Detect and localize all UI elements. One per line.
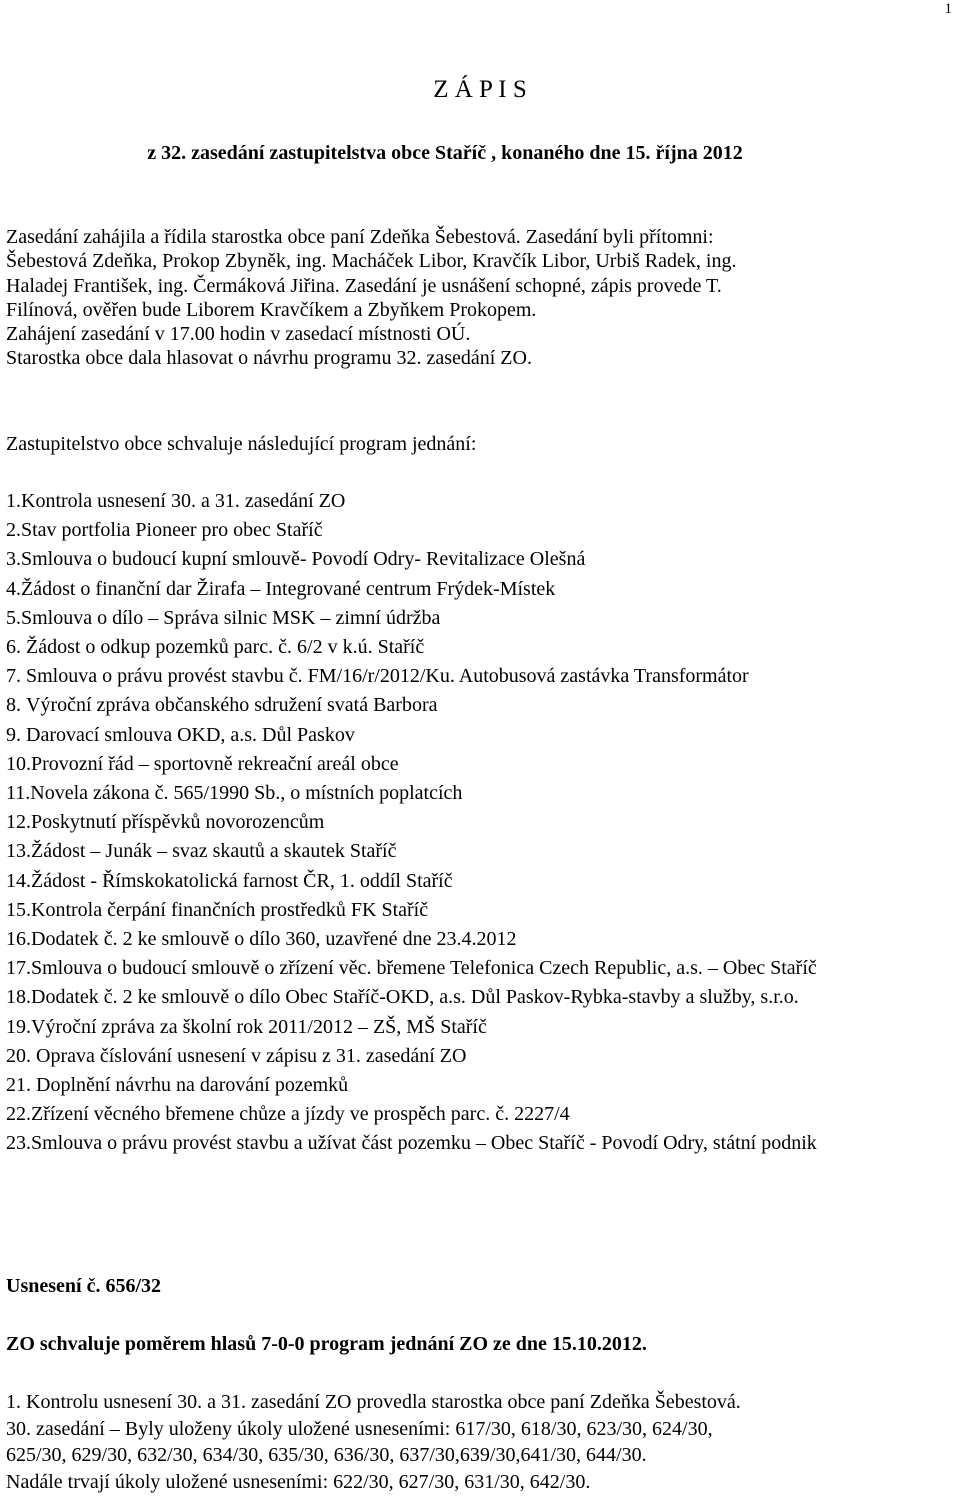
agenda-item-text: Výroční zpráva občanského sdružení svatá Barbora	[26, 694, 438, 717]
agenda-item-number: 15.	[6, 898, 31, 921]
agenda-item-number: 23.	[6, 1132, 31, 1155]
agenda-item-text: Žádost o finanční dar Žirafa – Integrované centrum Frýdek-Místek	[21, 577, 556, 600]
intro-line: Haladej František, ing. Čermáková Jiřina. Zasedání je usnášení schopné, zápis provede T.	[6, 274, 722, 297]
resolution-statement: ZO schvaluje poměrem hlasů 7-0-0 program jednání ZO ze dne 15.10.2012.	[6, 1333, 647, 1355]
agenda-item	[6, 896, 956, 925]
agenda-item	[6, 750, 956, 779]
agenda-item-number: 2.	[6, 519, 21, 542]
agenda-item-text: Výroční zpráva za školní rok 2011/2012 – ZŠ, MŠ Staříč	[31, 1015, 487, 1038]
intro-line: Starostka obce dala hlasovat o návrhu programu 32. zasedání ZO.	[6, 347, 532, 370]
agenda-item-number: 9.	[6, 723, 26, 746]
agenda-item	[6, 487, 956, 516]
intro-line: Filínová, ověřen bude Liborem Kravčíkem a Zbyňkem Prokopem.	[6, 298, 537, 321]
agenda-item-number: 17.	[6, 957, 31, 980]
agenda-item-text: Smlouva o budoucí smlouvě o zřízení věc. břemene Telefonica Czech Republic, a.s. – Obec Staříč	[31, 957, 817, 980]
closing-line: Nadále trvají úkoly uložené usneseními: 622/30, 627/30, 631/30, 642/30.	[6, 1470, 591, 1493]
approve-line: Zastupitelstvo obce schvaluje následující program jednání:	[6, 433, 477, 455]
agenda-item	[6, 604, 956, 633]
agenda-item-text: Stav portfolia Pioneer pro obec Staříč	[21, 519, 323, 542]
resolution-number: Usnesení č. 656/32	[6, 1275, 161, 1297]
agenda-item	[6, 808, 956, 837]
agenda-list	[6, 487, 956, 1159]
agenda-item-number: 11.	[6, 782, 31, 805]
agenda-item-number: 13.	[6, 840, 31, 863]
intro-paragraph	[6, 225, 956, 371]
agenda-item-text: Novela zákona č. 565/1990 Sb., o místních poplatcích	[30, 782, 463, 805]
intro-line: Šebestová Zdeňka, Prokop Zbyněk, ing. Macháček Libor, Kravčík Libor, Urbiš Radek, ing.	[6, 250, 737, 273]
agenda-item-number: 1.	[6, 490, 21, 512]
agenda-item-number: 19.	[6, 1015, 31, 1038]
agenda-item-number: 12.	[6, 811, 31, 834]
agenda-item-text: Žádost o odkup pozemků parc. č. 6/2 v k.ú. Staříč	[26, 636, 425, 659]
document-title: Z Á P I S	[433, 76, 527, 103]
agenda-item-text: Darovací smlouva OKD, a.s. Důl Paskov	[26, 723, 355, 746]
intro-line: Zasedání zahájila a řídila starostka obce paní Zdeňka Šebestová. Zasedání byli přítomni:	[6, 226, 714, 248]
agenda-item-number: 21.	[6, 1074, 36, 1097]
agenda-item	[6, 633, 956, 662]
agenda-item-text: Žádost – Junák – svaz skautů a skautek Staříč	[31, 840, 397, 863]
agenda-item-text: Oprava číslování usnesení v zápisu z 31. zasedání ZO	[36, 1044, 467, 1067]
agenda-item	[6, 1129, 956, 1158]
agenda-item-number: 16.	[6, 928, 31, 951]
agenda-item	[6, 867, 956, 896]
agenda-item	[6, 925, 956, 954]
document-subtitle: z 32. zasedání zastupitelstva obce Staříč , konaného dne 15. října 2012	[147, 142, 743, 164]
agenda-item	[6, 954, 956, 983]
agenda-item	[6, 983, 956, 1012]
closing-line: 625/30, 629/30, 632/30, 634/30, 635/30, 636/30, 637/30,639/30,641/30, 644/30.	[6, 1444, 647, 1466]
agenda-item	[6, 1100, 956, 1129]
agenda-item-text: Smlouva o budoucí kupní smlouvě- Povodí Odry- Revitalizace Olešná	[21, 548, 586, 571]
agenda-item-text: Kontrola usnesení 30. a 31. zasedání ZO	[21, 490, 346, 512]
agenda-item-text: Smlouva o právu provést stavbu a užívat část pozemku – Obec Staříč - Povodí Odry, státní podnik	[31, 1132, 817, 1155]
agenda-item	[6, 1071, 956, 1100]
agenda-item-number: 7.	[6, 665, 26, 688]
agenda-item-number: 20.	[6, 1044, 36, 1067]
agenda-item-text: Smlouva o dílo – Správa silnic MSK – zimní údržba	[21, 606, 441, 629]
agenda-item	[6, 1042, 956, 1071]
agenda-item-text: Smlouva o právu provést stavbu č. FM/16/r/2012/Ku. Autobusová zastávka Transformátor	[26, 665, 749, 688]
agenda-item-text: Poskytnutí příspěvků novorozencům	[31, 811, 325, 834]
agenda-item	[6, 1013, 956, 1042]
agenda-item-text: Dodatek č. 2 ke smlouvě o dílo 360, uzavřené dne 23.4.2012	[31, 928, 517, 951]
agenda-item-text: Žádost - Římskokatolická farnost ČR, 1. oddíl Staříč	[31, 869, 453, 892]
agenda-item	[6, 516, 956, 545]
agenda-item	[6, 545, 956, 574]
closing-paragraph	[6, 1389, 956, 1495]
intro-line: Zahájení zasedání v 17.00 hodin v zasedací místnosti OÚ.	[6, 323, 471, 346]
agenda-item-number: 10.	[6, 752, 31, 775]
page-number: 1	[944, 1, 952, 17]
agenda-item	[6, 837, 956, 866]
agenda-item	[6, 721, 956, 750]
closing-line: 1. Kontrolu usnesení 30. a 31. zasedání ZO provedla starostka obce paní Zdeňka Šebestová.	[6, 1391, 741, 1413]
closing-line: 30. zasedání – Byly uloženy úkoly uložené usneseními: 617/30, 618/30, 623/30, 624/30,	[6, 1417, 713, 1440]
agenda-item	[6, 662, 956, 691]
agenda-item-number: 6.	[6, 636, 26, 659]
agenda-item	[6, 691, 956, 720]
agenda-item-text: Kontrola čerpání finančních prostředků FK Staříč	[31, 898, 429, 921]
agenda-item-number: 5.	[6, 606, 21, 629]
agenda-item-text: Zřízení věcného břemene chůze a jízdy ve prospěch parc. č. 2227/4	[31, 1103, 570, 1126]
agenda-item-number: 8.	[6, 694, 26, 717]
agenda-item-number: 4.	[6, 577, 21, 600]
agenda-item-number: 18.	[6, 986, 31, 1009]
agenda-item-number: 3.	[6, 548, 21, 571]
agenda-item-text: Provozní řád – sportovně rekreační areál obce	[31, 752, 399, 775]
agenda-item	[6, 779, 956, 808]
agenda-item-number: 14.	[6, 869, 31, 892]
agenda-item-text: Doplnění návrhu na darování pozemků	[36, 1074, 349, 1097]
agenda-item-number: 22.	[6, 1103, 31, 1126]
agenda-item-text: Dodatek č. 2 ke smlouvě o dílo Obec Staříč-OKD, a.s. Důl Paskov-Rybka-stavby a služby, s.r.o.	[31, 986, 799, 1009]
agenda-item	[6, 575, 956, 604]
